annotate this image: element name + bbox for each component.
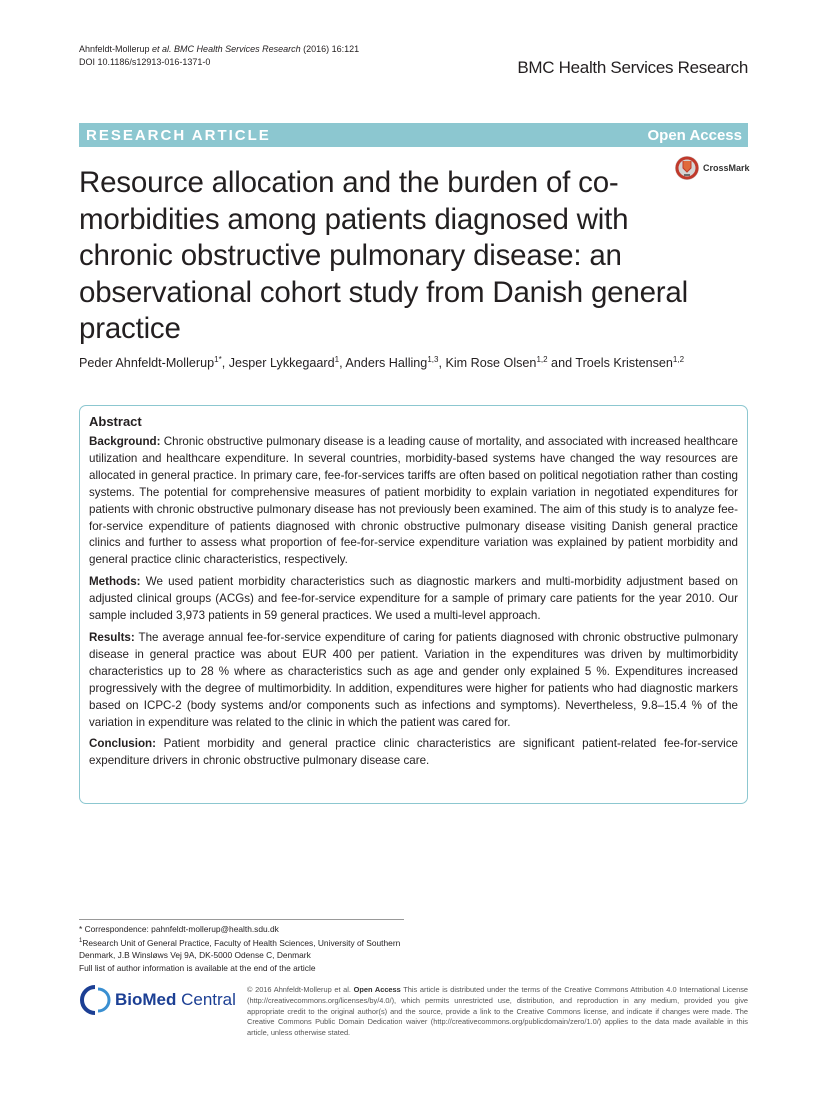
citation-authors: Ahnfeldt-Mollerup (79, 44, 153, 54)
citation-journal: et al. BMC Health Services Research (152, 44, 301, 54)
abstract-heading: Abstract (89, 414, 142, 429)
article-type: RESEARCH ARTICLE (86, 126, 271, 144)
author-affiliation-marker: 1 (334, 355, 340, 364)
author-name: Troels Kristensen (575, 356, 673, 371)
author-name: Kim Rose Olsen (445, 356, 537, 371)
author-name: Jesper Lykkegaard (228, 356, 335, 371)
author-name: Peder Ahnfeldt-Mollerup (79, 356, 215, 371)
author-separator: , (438, 356, 446, 371)
article-type-banner (79, 123, 748, 147)
author-info-note: Full list of author information is available at the end of the article (79, 962, 316, 973)
abstract-conclusion: Conclusion: Patient morbidity and general practice clinic characteristics are significant patient-related fee-for-service expenditure drivers in chronic obstructive pulmonary disease care. (89, 737, 738, 768)
author-list (79, 355, 684, 370)
citation-year: (2016) 16:121 (300, 44, 360, 54)
author-separator: , (339, 356, 346, 371)
citation-header (79, 43, 359, 69)
author-separator: and (547, 356, 576, 371)
affiliation: $^1$Research Unit of General Practice, Faculty of Health Sciences, University of Southern Denmark, J.B Winsløws Vej 9A, DK-5000 Odense C, Denmark (79, 938, 401, 961)
abstract-background: Background: Chronic obstructive pulmonary disease is a leading cause of mortality, and associated with increased healthcare utilization and healthcare expenditure. In several countries, morbidity-based systems have changed the way resources are allocated in general practice. In primary care, fee-for-services tariffs are often based on political negotiation rather than costing systems. The potential for comprehensive measures of patient morbidity to explain variation in negotiated expenditures for patients with chronic obstructive pulmonary disease has not previously been examined. The aim of this study is to analyze fee-for-service expenditure of patients diagnosed with chronic obstructive pulmonary disease visiting Danish general practice clinics and further to assess what proportion of fee-for-service expenditure variation was explained by patient morbidity and general practice clinic characteristics, respectively. (89, 435, 738, 567)
abstract-methods: Methods: We used patient morbidity characteristics such as diagnostic markers and multi-morbidity adjustment based on adjusted clinical groups (ACGs) and fee-for-service expenditure for a sample of primary care patients for the year 2010. Our sample included 3,973 patients in 59 general practices. We used a multi-level approach. (89, 575, 738, 623)
doi[interactable]: DOI 10.1186/s12913-016-1371-0 (79, 57, 211, 67)
crossmark-label: CrossMark (703, 163, 750, 173)
publisher-name: BioMed Central (115, 990, 236, 1009)
author-name: Anders Halling (345, 356, 428, 371)
footnote-divider (79, 919, 404, 920)
author-affiliation-marker: 1,2 (536, 355, 548, 364)
abstract-results: Results: The average annual fee-for-service expenditure of caring for patients diagnosed with chronic obstructive pulmonary disease in general practice was about EUR 400 per patient. Variation in the expenditures was driven by multimorbidity characteristics up to 28 % where as characteristics such as age and gender only explained 5 %. Expenditures increased progressively with the degree of multimorbidity. In addition, expenditures were higher for patients who had diagnostic markers based on ICPC-2 (body systems and/or components such as infections and symptoms). Nevertheless, 9.8–15.4 % of the variation in expenditure was related to the clinic in which the patient was cared for. (89, 630, 739, 729)
citation-line (79, 43, 359, 56)
correspondence[interactable]: * Correspondence: pahnfeldt-mollerup@health.sdu.dk (79, 924, 279, 934)
footnotes (79, 923, 409, 974)
license-text: © 2016 Ahnfeldt-Mollerup et al. Open Access This article is distributed under the terms of the Creative Commons Attribution 4.0 International License (http://creativecommons.org/licenses/by/4.0/), which permits unrestricted use, distribution, and reproduction in any medium, provided you give appropriate credit to the original author(s) and the source, provide a link to the Creative Commons license, and indicate if changes were made. The Creative Commons Public Domain Dedication waiver (http://creativecommons.org/publicdomain/zero/1.0/) applies to the data made available in this article, unless otherwise stated. (247, 985, 749, 1038)
open-access-label: Open Access (647, 126, 742, 144)
author-separator: , (221, 356, 229, 371)
article-title: Resource allocation and the burden of co-morbidities among patients diagnosed with chronic obstructive pulmonary disease: an observational cohort study from Danish general practice (79, 166, 688, 345)
abstract-box (79, 405, 748, 804)
author-affiliation-marker: 1,2 (672, 355, 685, 364)
biomed-central-logo-icon (79, 984, 111, 1016)
author-affiliation-marker: 1* (214, 355, 222, 364)
author-affiliation-marker: 1,3 (427, 355, 439, 364)
publisher-logo[interactable] (79, 984, 236, 1016)
journal-name: BMC Health Services Research (517, 58, 748, 77)
